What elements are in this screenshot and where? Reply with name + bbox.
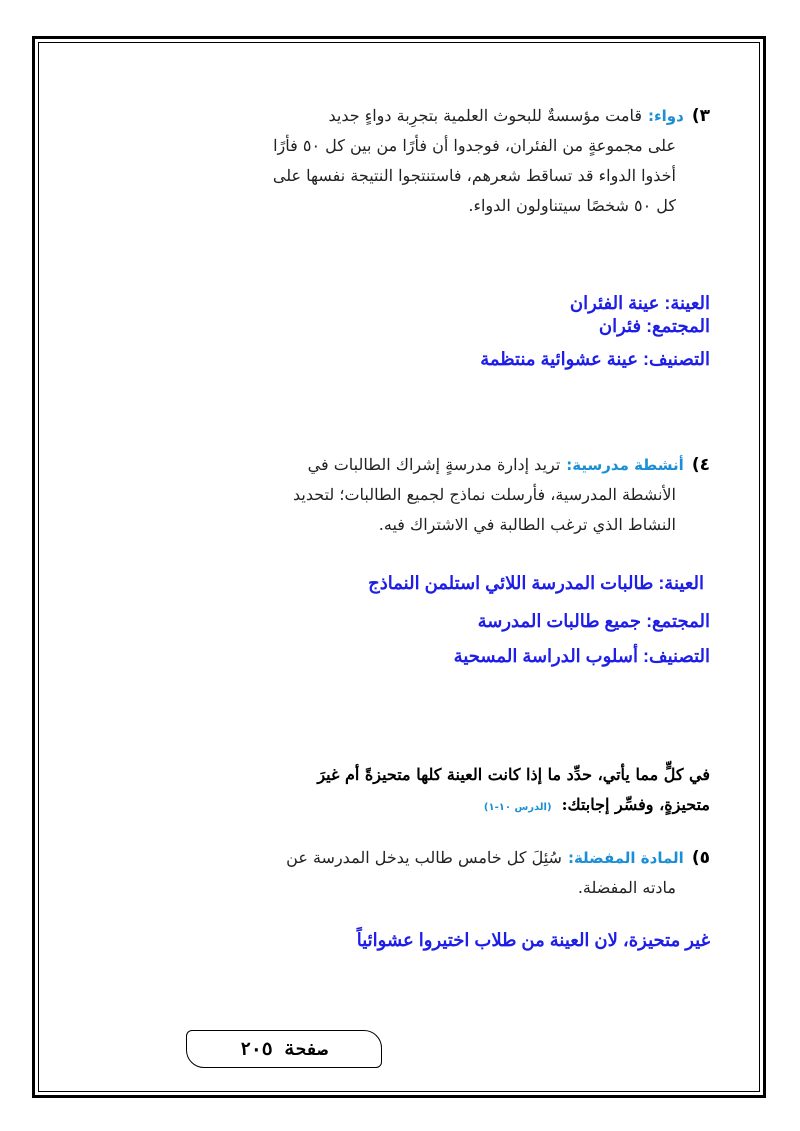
question-5-line-2: مادته المفضلة. <box>577 878 676 897</box>
question-3-line-1 <box>90 101 710 131</box>
question-4-tag: أنشطة مدرسية: <box>566 456 684 474</box>
question-3-line-2: على مجموعةٍ من الفئران، فوجدوا أن فأرًا من بين كل ٥٠ فأرًا <box>273 136 676 155</box>
question-4-number: ٤) <box>691 455 710 475</box>
question-5 <box>90 843 710 903</box>
question-4-answer-sample: العينة: طالبات المدرسة اللائي استلمن النماذج <box>368 573 704 593</box>
question-5-text: سُئِلَ كل خامس طالب يدخل المدرسة عن <box>286 848 562 867</box>
question-3 <box>90 101 710 221</box>
question-3-number: ٣) <box>691 106 710 126</box>
instruction-line-1: في كلٍّ مما يأتي، حدِّد ما إذا كانت العينة كلها متحيزةً أم غيرَ <box>317 765 710 784</box>
question-4-answer-classification: التصنيف: أسلوب الدراسة المسحية <box>453 646 710 666</box>
page-number: ٢٠٥ <box>240 1038 273 1060</box>
question-5-number: ٥) <box>691 848 710 868</box>
question-3-answer-population: المجتمع: فئران <box>598 316 710 336</box>
question-4-text: تريد إدارة مدرسةٍ إشراك الطالبات في <box>307 455 561 474</box>
question-3-line-3: أخذوا الدواء قد تساقط شعرهم، فاستنتجوا النتيجة نفسها على <box>272 166 676 185</box>
instruction-line-2 <box>90 790 710 823</box>
question-3-answer-classification: التصنيف: عينة عشوائية منتظمة <box>480 349 710 369</box>
question-3-text: قامت مؤسسةٌ للبحوث العلمية بتجرِبة دواءٍ جديد <box>328 106 642 125</box>
question-5-line-1 <box>90 843 710 873</box>
question-4-line-3: النشاط الذي ترغب الطالبة في الاشتراك فيه. <box>378 515 676 534</box>
lesson-reference: (الدرس ١٠-١) <box>483 802 552 813</box>
question-4-line-2: الأنشطة المدرسية، فأرسلت نماذج لجميع الطالبات؛ لتحديد <box>292 485 676 504</box>
question-4-line-1 <box>90 450 710 480</box>
page-word: صفحة <box>284 1038 328 1060</box>
question-4-answer-population: المجتمع: جميع طالبات المدرسة <box>477 611 710 631</box>
question-5-answer: غير متحيزة، لان العينة من طلاب اختيروا عشوائياً <box>356 930 710 950</box>
question-4 <box>90 450 710 540</box>
page-number-badge <box>186 1030 382 1068</box>
question-3-tag: دواء: <box>647 107 684 125</box>
instruction-block <box>90 760 710 823</box>
question-3-answer-sample: العينة: عينة الفئران <box>569 293 710 313</box>
question-5-tag: المادة المفضلة: <box>567 849 684 867</box>
question-3-line-4: كل ٥٠ شخصًا سيتناولون الدواء. <box>468 196 676 215</box>
instruction-line-2-text: متحيزةٍ، وفسِّر إجابتك: <box>561 795 710 814</box>
